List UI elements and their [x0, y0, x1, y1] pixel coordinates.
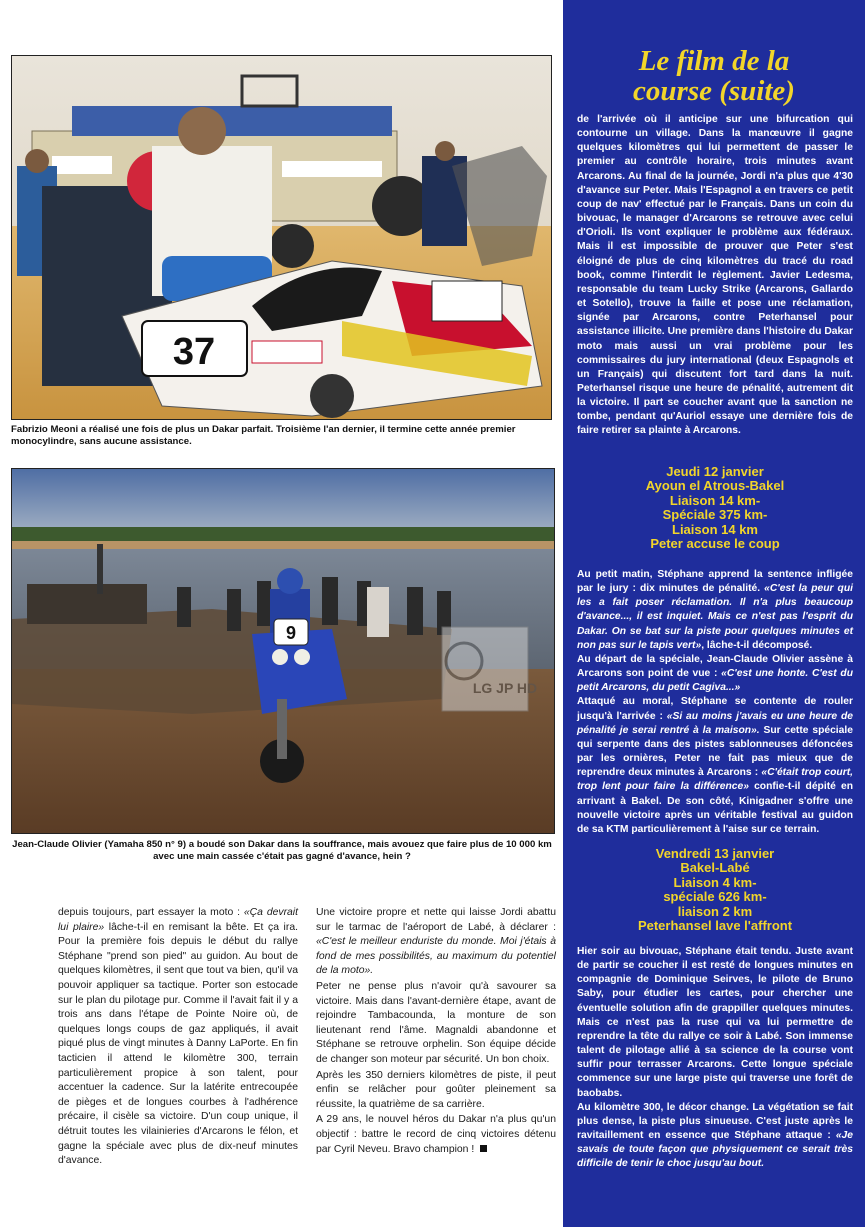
stage2-p2-quote: «Je savais de toute façon que physiquement ce serait très difficile de tenir le choc jusqu'au bout.: [577, 1130, 853, 1170]
watermark-logo: [442, 627, 537, 711]
col1-paragraph: [58, 906, 298, 1169]
stage1-speciale: Spéciale 375 km-: [662, 507, 768, 523]
stage1-p2-quote: «C'est une honte. C'est du petit Arcarons, du petit Cagiva...»: [577, 668, 853, 694]
col2-text-p4: A 29 ans, le nouvel héros du Dakar n'a plus qu'un objectif : battre le record de cinq victoires détenu par Cyril Neveu. Bravo champion !: [316, 1114, 556, 1155]
col1-text-c: lâche-t-il en remisant la bête. Et ça ira. Pour la première fois depuis le début du rallye Stéphane "prend son pied" au guidon. Au bout de quelques kilomètres, il sent que tout va bien, qu'il va pouvoir appliquer sa tactique. Porter son estocade sur le plan du pilotage pur. Comme il l'avait fait il y a trois ans dans l'étape de Pointe Noire où, de quelques longs coups de gaz appliqués, il avait piqué plus de vingt minutes à Danny LaPorte. En fin tacticien il attend le kilomètre 300, terrain particulièrement propice à son talent, pour accentuer la cadence. Sur la latérite entrecoupée de pièges et de longues courbes à l'adhérence précaire, il cisèle sa victoire. D'un coup unique, il détruit toutes les vilainieries d'Arcarons le félon, et gagne la spéciale avec plus de dix-neuf minutes d'avance.: [58, 921, 298, 1167]
col2-paragraph-3: Après les 350 derniers kilomètres de piste, il peut enfin se relâcher pour goûter pleinement sa réussite, la quatrième de sa carrière.: [316, 1069, 556, 1110]
stage1-liaison-2: Liaison 14 km: [672, 521, 758, 537]
sidebar-title: [563, 46, 865, 106]
race-number-37-plate: [142, 321, 247, 376]
race-number-9: 9: [285, 623, 297, 643]
article-column-2: [316, 906, 556, 1158]
col2-paragraph-2: Peter ne pense plus n'avoir qu'à savourer sa victoire. Mais dans l'avant-dernière étape, avant de rejoindre Tambacounda, la monture de son lieutenant rend l'âme. Magnaldi abandonne et Stéphane se retrouve orphelin. Son équipe décide de changer son moteur par sécurité. Un bon choix.: [316, 980, 556, 1065]
photo-meoni-bike: [11, 55, 552, 420]
stage1-paragraph-2: [577, 653, 853, 695]
article-column-1: [58, 906, 298, 1170]
stage2-body: [577, 945, 853, 1172]
stage1-p1-text: Au petit matin, Stéphane apprend la sentence infligée par le jury : dix minutes de pénalité.: [577, 569, 853, 595]
stage2-route: Bakel-Labé: [680, 860, 750, 876]
stage1-p3-text-e: confie-t-il dépité en arrivant à Bakel. De son côté, Kinigadner s'offre une nouvelle victoire après un véritable festival au guidon de sa KTM particulièrement à l'aise sur ce terrain.: [577, 781, 853, 835]
photo1-caption: Fabrizio Meoni a réalisé une fois de plus un Dakar parfait. Troisième l'an dernier, il termine cette année premier monocylindre, sans aucune assistance.: [11, 424, 516, 447]
stage1-body: [577, 568, 853, 837]
photo2-caption: Jean-Claude Olivier (Yamaha 850 n° 9) a boudé son Dakar dans la souffrance, mais avouez que faire plus de 10 000 km avec une main cassée c'était pas gagné d'avance, hein ?: [12, 839, 552, 862]
stage2-p2-text: Au kilomètre 300, le décor change. La végétation se fait plus dense, la piste plus sinueuse. C'est juste après le ravitaillement en essence que Stéphane attaque :: [577, 1101, 853, 1142]
sidebar-intro-text: de l'arrivée où il anticipe sur une bifurcation qui contourne un village. Dans la manœuvre il gagne quelques kilomètres qui lui permettent de passer le premier au contrôle horaire, trois minutes avant Arcarons. Au final de la journée, Jordi n'a plus que 4'30 d'avance sur Peter. Mais l'Espagnol a en travers ce petit coup de nav' effectué par le Français. Dans un coin du bivouac, le manager d'Arcarons se retrouve avec celui d'Orioli. Ils vont expliquer le problème aux fédéraux. Mais il est impossible de prouver que Peter s'est éloigné de plus de cinq kilomètres du tracé du road book, comme l'interdit le règlement. Javier Ledesma, responsable du team Lucky Strike (Arcarons, Gallardo et Sotello), trouve la faille et pose une réclamation, signée par Arcarons, contre Peterhansel pour assistance illicite. Une première dans l'histoire du Dakar moto mais aussi un vrai problème pour les commissaires du jury international (deux Espagnols et un Français) qui discutent fort tard dans la nuit. Peterhansel risque une heure de pénalité, autrement dit la victoire. Il part se coucher avant que la sanction ne tombe, pendant qu'Auriol essaye une dernière fois de faire retirer sa plainte à Arcarons.: [577, 114, 853, 437]
stage-heading-2: [577, 847, 853, 933]
col2-quote: «C'est le meilleur enduriste du monde. Moi j'étais à fond de mes possibilités, au maximum du potentiel de la moto».: [316, 936, 556, 977]
stage1-p2-text: Au départ de la spéciale, Jean-Claude Olivier assène à Arcarons son point de vue :: [577, 653, 853, 680]
stage2-headline: Peterhansel lave l'affront: [637, 918, 793, 934]
col1-text-a: depuis toujours, part essayer la moto :: [58, 907, 244, 918]
sidebar-title-line-2: course (suite): [633, 75, 795, 107]
stage1-paragraph-1: [577, 568, 853, 653]
stage2-liaison-1: Liaison 4 km-: [673, 874, 757, 890]
sidebar-title-line-1: Le film de la: [638, 45, 790, 77]
col1-quote: «Ça devrait lui plaire»: [58, 907, 299, 933]
sidebar-panel: [563, 0, 865, 1227]
stage1-p3-text-a: Attaqué au moral, Stéphane se contente de rouler jusqu'à l'arrivée :: [577, 696, 853, 722]
col2-text-a: Une victoire propre et nette qui laisse Jordi abattu sur le tarmac de l'aéroport de Labé, à déclarer :: [316, 907, 556, 933]
stage1-p3-quote-2: «C'était trop court, trop lent pour faire la différence»: [577, 767, 854, 793]
stage2-liaison-2: liaison 2 km: [677, 903, 753, 919]
stage1-route: Ayoun el Atrous-Bakel: [645, 478, 785, 494]
stage2-date: Vendredi 13 janvier: [655, 846, 775, 861]
svg-text:LG JP HD: LG JP HD: [472, 680, 538, 696]
sidebar-intro: [577, 113, 853, 439]
stage1-p1-text-end: , lâche-t-il décomposé.: [701, 639, 813, 651]
stage1-p3-quote-1: «Si au moins j'avais eu une heure de pénalité je serai rentré à la maison».: [577, 710, 853, 736]
stage1-liaison-1: Liaison 14 km-: [669, 492, 761, 508]
stage1-paragraph-3: [577, 695, 853, 837]
stage2-paragraph-2: [577, 1101, 853, 1172]
stage2-speciale: spéciale 626 km-: [663, 889, 767, 905]
stage1-p1-quote: «C'est la peur qui les a fait poser réclamation. Il n'a plus beaucoup d'avance..., il est inquiet. Mais ce n'est pas l'esprit du Dakar. On se bat sur la piste pour quelques minutes et non pas sur le tapis vert»: [577, 583, 853, 651]
stage1-p3-text-c: Sur cette spéciale qui serpente dans des pistes sablonneuses défoncées par les ornières, Peter ne fait pas mieux que de reprendre deux minutes à Arcarons :: [577, 724, 853, 779]
stage-heading-1: [577, 465, 853, 551]
stage1-date: Jeudi 12 janvier: [666, 464, 764, 479]
col2-paragraph-4: [316, 1113, 556, 1157]
photo-olivier-river-crossing: [11, 468, 555, 834]
end-of-article-mark: [480, 1145, 487, 1152]
race-number-37: 37: [172, 331, 216, 373]
stage1-headline: Peter accuse le coup: [650, 536, 780, 552]
stage2-paragraph-1: Hier soir au bivouac, Stéphane était tendu. Juste avant de partir se coucher il est resté de longues minutes en compagnie de Dominique Seirves, le pilote de Bruno Saby, pour étudier les cartes, pour chercher une éventuelle solution afin de grappiller quelques minutes. Mais ce n'est pas la ruse qui va lui permettre de reprendre la tête du rallye ce soir à Labé. Son immense talent de pilotage allié à sa science de la course vont suffir pour terrasser Arcarons. Cette longue spéciale commence sur une large piste qui traverse une forêt de baobabs.: [577, 946, 853, 1099]
col2-paragraph-1: [316, 906, 556, 979]
